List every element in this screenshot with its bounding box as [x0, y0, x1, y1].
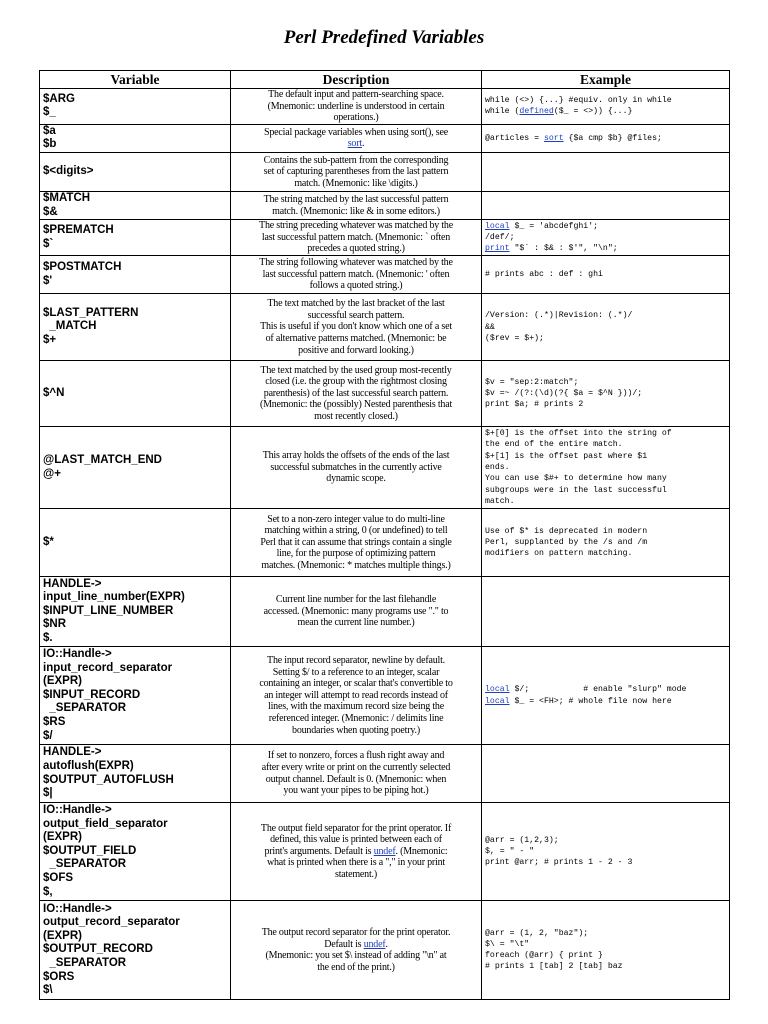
variable-name: $. — [43, 632, 53, 645]
description-line: line, for the purpose of optimizing pattern — [276, 548, 436, 560]
description-line: successful search pattern. — [307, 309, 405, 321]
description-line: most recently closed.) — [314, 411, 398, 423]
variable-name: autoflush(EXPR) — [43, 760, 134, 773]
description-cell — [231, 427, 482, 509]
example-code-line — [485, 133, 726, 144]
example-code-line — [485, 439, 726, 450]
variable-name: _SEPARATOR — [43, 858, 127, 871]
description-cell — [231, 509, 482, 577]
description-cell — [231, 220, 482, 256]
description-line — [234, 869, 478, 881]
variables-table — [39, 70, 730, 1000]
text-segment: The output record separator for the print operator. — [261, 926, 451, 938]
example-code-line — [485, 388, 726, 399]
text-segment: subgroups were in the last successful — [485, 485, 667, 495]
description-cell — [231, 577, 482, 647]
example-code-line — [485, 684, 726, 695]
variable-name: $PREMATCH — [43, 224, 114, 237]
description-line: The text matched by the used group most-recently — [260, 364, 452, 376]
description-line: operations.) — [333, 112, 379, 124]
variable-name: input_line_number(EXPR) — [43, 591, 185, 604]
text-segment: The output field separator for the print operator. If — [260, 822, 452, 834]
text-segment: # prints abc : def : ghi — [485, 270, 603, 279]
example-code-line — [485, 939, 726, 950]
example-code-line — [485, 428, 726, 439]
variable-name: $& — [43, 205, 58, 218]
table-row — [40, 89, 730, 125]
example-code-line — [485, 950, 726, 961]
description-line: precedes a quoted string.) — [307, 243, 405, 255]
variable-name: $OUTPUT_AUTOFLUSH — [43, 773, 174, 786]
description-line — [234, 950, 478, 962]
example-code-line — [485, 310, 726, 321]
variable-cell — [40, 901, 231, 1000]
text-segment: (Mnemonic: you set $\ instead of adding "\n" at — [265, 950, 447, 962]
variable-name: $<digits> — [43, 165, 94, 178]
description-line: follows a quoted string.) — [309, 280, 403, 292]
text-segment: defined, this value is printed between each of — [270, 834, 442, 846]
text-segment: @articles = — [485, 133, 544, 143]
description-line: last successful pattern match. (Mnemonic: ' often — [262, 268, 450, 280]
text-segment: $+[0] is the offset into the string of — [485, 429, 672, 439]
description-line — [234, 927, 478, 939]
example-cell — [482, 256, 730, 294]
variable-name: $' — [43, 274, 53, 287]
text-segment: $_ = 'abcdefghi'; — [509, 221, 599, 231]
text-segment: modifiers on pattern matching. — [485, 549, 633, 559]
example-code-line — [485, 548, 726, 559]
doc-link[interactable]: print — [485, 244, 510, 254]
description-cell — [231, 745, 482, 803]
description-line: Setting $/ to a reference to an integer, scalar — [272, 666, 440, 678]
text-segment: . (Mnemonic: — [395, 845, 448, 857]
description-line: Set to a non-zero integer value to do multi-line — [267, 513, 445, 525]
example-cell — [482, 745, 730, 803]
variable-cell — [40, 427, 231, 509]
variable-name: HANDLE-> — [43, 746, 102, 759]
description-line: you want your pipes to be piping hot.) — [283, 785, 429, 797]
text-segment: $v = "sep:2:match"; — [485, 377, 579, 387]
description-line: match. (Mnemonic: like & in some editors.) — [272, 205, 440, 217]
description-line: matching within a string, 0 (or undefined) to tell — [264, 525, 448, 537]
text-segment: /Version: (.*)|Revision: (.*)/ — [485, 311, 633, 321]
text-segment: what is printed when there is a "," in your print — [266, 857, 446, 869]
description-line: The input record separator, newline by default. — [267, 655, 445, 667]
description-line: The string following whatever was matched by the — [259, 257, 453, 269]
example-cell — [482, 124, 730, 152]
text-segment: print $a; # prints 2 — [485, 400, 584, 410]
page-title: Perl Predefined Variables — [283, 27, 485, 48]
text-segment: {$a cmp $b} @files; — [563, 133, 662, 143]
example-cell — [482, 361, 730, 427]
example-cell — [482, 509, 730, 577]
doc-link[interactable]: defined — [519, 107, 554, 117]
variable-name: $/ — [43, 729, 53, 742]
description-cell — [231, 901, 482, 1000]
variable-name: $` — [43, 237, 54, 250]
text-segment: You can use $#+ to determine how many — [485, 474, 667, 484]
variable-name: $NR — [43, 618, 67, 631]
text-segment: $, = " - " — [485, 847, 535, 856]
variable-cell — [40, 647, 231, 745]
example-code-line — [485, 485, 726, 496]
example-code-line — [485, 399, 726, 410]
variable-cell — [40, 294, 231, 361]
text-segment: Use of $* is deprecated in modern — [485, 526, 648, 536]
doc-link[interactable]: sort — [347, 138, 362, 150]
description-cell — [231, 361, 482, 427]
table-row — [40, 361, 730, 427]
description-cell — [231, 89, 482, 125]
example-cell — [482, 577, 730, 647]
variable-name: (EXPR) — [43, 929, 82, 942]
description-cell — [231, 294, 482, 361]
text-segment: ends. — [485, 463, 510, 472]
table-row — [40, 427, 730, 509]
description-line: The string preceding whatever was matched by the — [259, 220, 453, 232]
text-segment: $v =~ /(?:(\d)(?{ $a = $^N }))/; — [485, 389, 643, 398]
text-segment: print @arr; # prints 1 - 2 - 3 — [485, 858, 633, 868]
variable-name: $OFS — [43, 872, 74, 885]
text-segment: the end of the entire match. — [485, 440, 623, 450]
example-code-line — [485, 846, 726, 857]
description-line: closed (i.e. the group with the rightmost closing — [265, 376, 447, 388]
description-line: successful submatches in the currently active — [270, 461, 442, 473]
description-line: referenced integer. (Mnemonic: / delimits line — [268, 713, 444, 725]
description-line: accessed. (Mnemonic: many programs use "." to — [263, 605, 449, 617]
table-row — [40, 152, 730, 191]
example-cell — [482, 220, 730, 256]
description-cell — [231, 256, 482, 294]
example-code-line — [485, 473, 726, 484]
table-row — [40, 745, 730, 803]
variable-cell — [40, 152, 231, 191]
doc-link[interactable]: sort — [543, 133, 564, 143]
example-cell — [482, 152, 730, 191]
example-code-line — [485, 322, 726, 333]
text-segment: @arr = (1, 2, "baz"); — [485, 928, 589, 938]
description-line — [234, 857, 478, 869]
example-cell — [482, 294, 730, 361]
header-variable: Variable — [40, 71, 231, 89]
text-segment: /def/; — [485, 233, 515, 242]
text-segment: foreach (@arr) { print } — [485, 951, 603, 961]
variable-cell — [40, 577, 231, 647]
variable-name: $ARG — [43, 92, 75, 105]
description-line: This array holds the offsets of the ends of the last — [262, 450, 450, 462]
description-line — [234, 962, 478, 974]
variable-name: $, — [43, 885, 53, 898]
example-code-line — [485, 221, 726, 232]
variable-name: @LAST_MATCH_END — [43, 454, 162, 467]
description-line: lines, with the maximum record size being the — [268, 701, 444, 713]
text-segment: while ( — [485, 107, 520, 117]
description-line: This is useful if you don't know which one of a set — [260, 321, 452, 333]
variable-cell — [40, 745, 231, 803]
description-line: Current line number for the last filehandle — [275, 594, 437, 606]
variable-name: $^N — [43, 386, 65, 399]
text-segment: $_ = <FH>; # whole file now here — [509, 696, 672, 706]
example-code-line — [485, 526, 726, 537]
text-segment: the end of the print.) — [317, 961, 395, 973]
description-line: (Mnemonic: the (possibly) Nested parenthesis that — [259, 399, 453, 411]
variable-name: $ORS — [43, 970, 75, 983]
variable-name: $RS — [43, 716, 66, 729]
table-row — [40, 901, 730, 1000]
table-row — [40, 647, 730, 745]
example-code-line — [485, 857, 726, 868]
description-line — [234, 127, 478, 139]
text-segment: $+[1] is the offset past where $1 — [485, 451, 648, 461]
variable-cell — [40, 803, 231, 901]
variable-name: $INPUT_LINE_NUMBER — [43, 604, 174, 617]
description-line: If set to nonzero, forces a flush right away and — [267, 750, 445, 762]
example-code-line — [485, 377, 726, 388]
example-code-line — [485, 243, 726, 254]
description-line: Perl that it can assume that strings contain a single — [260, 536, 452, 548]
description-cell — [231, 803, 482, 901]
variable-name: HANDLE-> — [43, 577, 102, 590]
text-segment: "$` : $& : $'", "\n"; — [509, 244, 618, 254]
variable-name: $a — [43, 124, 56, 137]
table-row — [40, 294, 730, 361]
text-segment: # prints 1 [tab] 2 [tab] baz — [485, 962, 623, 972]
description-line: (Mnemonic: underline is understood in certain — [267, 100, 445, 112]
example-cell — [482, 647, 730, 745]
variable-name: $POSTMATCH — [43, 261, 122, 274]
doc-link[interactable]: undef — [363, 938, 386, 950]
variable-name: (EXPR) — [43, 831, 82, 844]
variable-cell — [40, 220, 231, 256]
example-cell — [482, 191, 730, 219]
table-row — [40, 220, 730, 256]
variable-name: _SEPARATOR — [43, 702, 127, 715]
variable-name: IO::Handle-> — [43, 804, 112, 817]
description-line: mean the current line number.) — [297, 617, 415, 629]
variable-name: $\ — [43, 984, 53, 997]
text-segment: Perl, supplanted by the /s and /m — [485, 538, 648, 547]
example-code-line — [485, 835, 726, 846]
example-code-line — [485, 462, 726, 473]
description-line: matches. (Mnemonic: * matches multiple things.) — [261, 560, 451, 572]
example-cell — [482, 427, 730, 509]
header-description: Description — [231, 71, 482, 89]
description-line: The text matched by the last bracket of the last — [267, 298, 445, 310]
example-code-line — [485, 232, 726, 243]
variable-name: IO::Handle-> — [43, 648, 112, 661]
text-segment: statement.) — [335, 869, 377, 881]
description-line: boundaries when quoting poetry.) — [292, 724, 420, 736]
table-row — [40, 256, 730, 294]
description-line: parenthesis) of the last successful search pattern. — [263, 387, 449, 399]
description-line: match. (Mnemonic: like \digits.) — [294, 177, 418, 189]
description-line: positive and forward looking.) — [298, 344, 414, 356]
description-line: output channel. Default is 0. (Mnemonic: when — [265, 773, 447, 785]
description-line: The default input and pattern-searching space. — [268, 89, 444, 100]
variable-cell — [40, 89, 231, 125]
variable-name: $INPUT_RECORD — [43, 688, 141, 701]
description-line: last successful pattern match. (Mnemonic: ` often — [261, 231, 451, 243]
description-line: Contains the sub-pattern from the corresponding — [263, 154, 449, 166]
example-code-line — [485, 451, 726, 462]
text-segment: @arr = (1,2,3); — [485, 835, 559, 845]
header-example: Example — [482, 71, 730, 89]
variable-name: $MATCH — [43, 191, 91, 204]
variable-cell — [40, 509, 231, 577]
description-line — [234, 138, 478, 150]
variable-cell — [40, 361, 231, 427]
description-cell — [231, 124, 482, 152]
example-code-line — [485, 961, 726, 972]
description-line: an integer will attempt to read records instead of — [264, 689, 448, 701]
variable-cell — [40, 256, 231, 294]
description-line: containing an integer, or scalar that's convertible to — [259, 678, 453, 690]
text-segment: print's arguments. Default is — [264, 845, 374, 857]
example-cell — [482, 803, 730, 901]
doc-link[interactable]: undef — [373, 845, 396, 857]
table-row — [40, 577, 730, 647]
variable-cell — [40, 191, 231, 219]
example-code-line — [485, 696, 726, 707]
text-segment: match. — [485, 496, 515, 506]
example-code-line — [485, 269, 726, 280]
description-line — [234, 823, 478, 835]
example-code-line — [485, 333, 726, 344]
table-row — [40, 803, 730, 901]
description-line: The string matched by the last successful pattern — [263, 193, 449, 205]
description-line: after every write or print on the currently selected — [261, 762, 451, 774]
variable-name: @+ — [43, 467, 61, 480]
variable-name: output_record_separator — [43, 916, 180, 929]
example-code-line — [485, 928, 726, 939]
example-code-line — [485, 95, 726, 106]
doc-link[interactable]: local — [485, 696, 510, 706]
description-line — [234, 939, 478, 951]
variable-name: $* — [43, 535, 54, 548]
variable-name: _MATCH — [43, 320, 97, 333]
text-segment: $/; # enable "slurp" mode — [509, 685, 687, 695]
text-segment: . — [361, 138, 365, 150]
text-segment: && — [485, 322, 495, 332]
text-segment: $\ = "\t" — [485, 939, 530, 949]
variable-name: output_field_separator — [43, 817, 168, 830]
example-code-line — [485, 537, 726, 548]
text-segment: while (<>) {...} #equiv. only in while — [485, 96, 672, 106]
table-body — [40, 89, 730, 1000]
variable-name: IO::Handle-> — [43, 902, 112, 915]
text-segment: ($rev = $+); — [485, 333, 544, 343]
description-line: set of capturing parentheses from the last pattern — [263, 166, 449, 178]
description-line: dynamic scope. — [326, 473, 386, 485]
example-cell — [482, 901, 730, 1000]
text-segment: Special package variables when using sort(), see — [264, 126, 448, 138]
text-segment: Default is — [324, 938, 364, 950]
description-line — [234, 846, 478, 858]
variable-name: $b — [43, 138, 57, 151]
example-code-line — [485, 106, 726, 117]
text-segment: ($_ = <>)) {...} — [553, 107, 633, 117]
variable-name: $OUTPUT_RECORD — [43, 943, 153, 956]
table-row — [40, 124, 730, 152]
table-header-row — [40, 71, 730, 89]
variable-name: $LAST_PATTERN — [43, 306, 139, 319]
variable-cell — [40, 124, 231, 152]
variable-name: (EXPR) — [43, 675, 82, 688]
description-cell — [231, 152, 482, 191]
description-line — [234, 834, 478, 846]
doc-link[interactable]: local — [485, 685, 510, 695]
example-code-line — [485, 496, 726, 507]
variable-name: input_record_separator — [43, 661, 173, 674]
variable-name: $_ — [43, 106, 56, 119]
table-row — [40, 509, 730, 577]
description-line: of alternative patterns matched. (Mnemonic: be — [265, 332, 447, 344]
variable-name: _SEPARATOR — [43, 956, 127, 969]
variable-name: $OUTPUT_FIELD — [43, 844, 137, 857]
text-segment: . — [385, 938, 388, 950]
variable-name: $| — [43, 787, 53, 800]
table-row — [40, 191, 730, 219]
doc-link[interactable]: local — [485, 221, 510, 231]
variable-name: $+ — [43, 333, 57, 346]
description-cell — [231, 647, 482, 745]
example-cell — [482, 89, 730, 125]
description-cell — [231, 191, 482, 219]
